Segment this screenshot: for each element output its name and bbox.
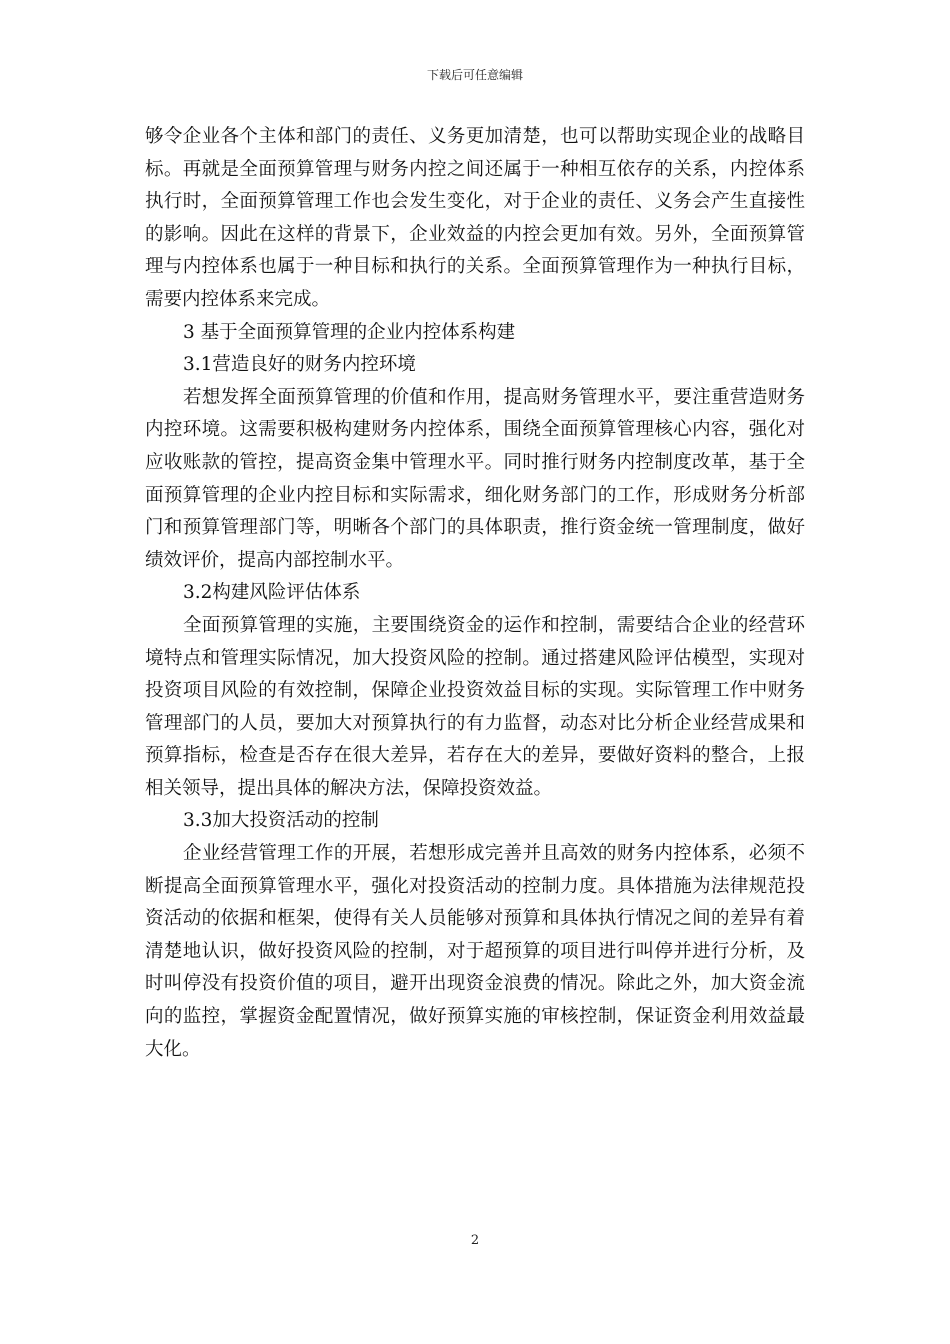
subsection-heading-3-3: 3.3加大投资活动的控制	[183, 810, 379, 832]
page-header: 下载后可任意编辑	[426, 68, 523, 82]
subsection-heading-3-1: 3.1营造良好的财务内控环境	[183, 354, 416, 376]
page-number: 2	[470, 1233, 480, 1248]
paragraph-risk-assessment: 全面预算管理的实施，主要围绕资金的运作和控制，需要结合企业的经营环境特点和管理实际情况，加大投资风险的控制。通过搭建风险评估模型，实现对投资项目风险的有效控制，保障企业投资效益目标的实现。实际管理工作中财务管理部门的人员，要加大对预算执行的有力监督，动态对比分析企业经营成果和预算指标，检查是否存在很大差异，若存在大的差异，要做好资料的整合，上报相关领导，提出具体的解决方法，保障投资效益。	[145, 614, 805, 799]
subsection-heading-3-2: 3.2构建风险评估体系	[183, 582, 361, 604]
paragraph-continuation: 够令企业各个主体和部门的责任、义务更加清楚，也可以帮助实现企业的战略目标。再就是全面预算管理与财务内控之间还属于一种相互依存的关系，内控体系执行时，全面预算管理工作也会发生变化，对于企业的责任、义务会产生直接性的影响。因此在这样的背景下，企业效益的内控会更加有效。另外，全面预算管理与内控体系也属于一种目标和执行的关系。全面预算管理作为一种执行目标，需要内控体系来完成。	[145, 126, 805, 310]
paragraph-financial-control-environment: 若想发挥全面预算管理的价值和作用，提高财务管理水平，要注重营造财务内控环境。这需要积极构建财务内控体系，围绕全面预算管理核心内容，强化对应收账款的管控，提高资金集中管理水平。同时推行财务内控制度改革，基于全面预算管理的企业内控目标和实际需求，细化财务部门的工作，形成财务分析部门和预算管理部门等，明晰各个部门的具体职责，推行资金统一管理制度，做好绩效评价，提高内部控制水平。	[145, 386, 805, 571]
paragraph-investment-control: 企业经营管理工作的开展，若想形成完善并且高效的财务内控体系，必须不断提高全面预算管理水平，强化对投资活动的控制力度。具体措施为法律规范投资活动的依据和框架，使得有关人员能够对预算和具体执行情况之间的差异有着清楚地认识，做好投资风险的控制，对于超预算的项目进行叫停并进行分析，及时叫停没有投资价值的项目，避开出现资金浪费的情况。除此之外，加大资金流向的监控，掌握资金配置情况，做好预算实施的审核控制，保证资金利用效益最大化。	[145, 843, 805, 1060]
section-heading-3: 3 基于全面预算管理的企业内控体系构建	[183, 321, 516, 343]
document-body	[145, 121, 805, 1066]
